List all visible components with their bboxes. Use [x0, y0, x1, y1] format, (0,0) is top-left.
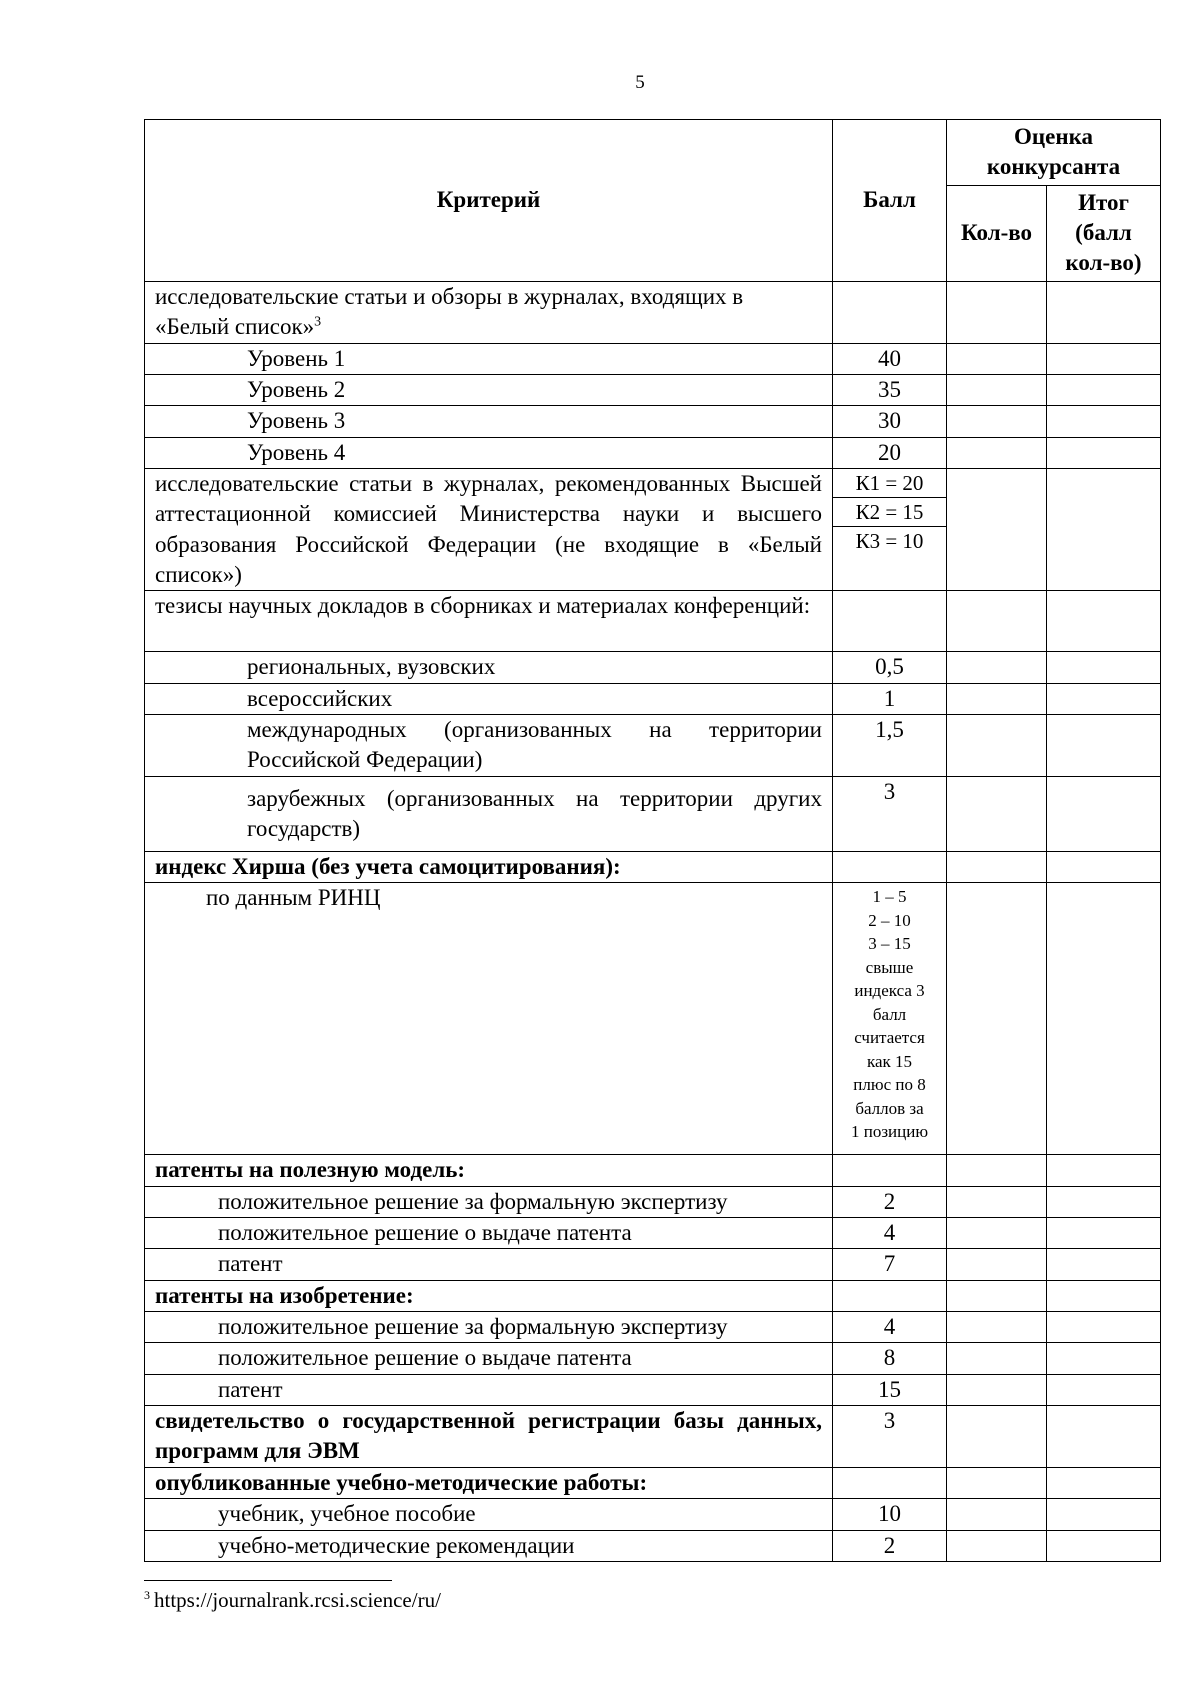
footnote-ref[interactable]: 3 — [314, 314, 322, 330]
score-line: индекса 3 — [854, 981, 925, 1001]
total-cell[interactable] — [1047, 281, 1161, 343]
row-label: учебно-методические рекомендации — [145, 1530, 833, 1561]
total-cell[interactable] — [1047, 1343, 1161, 1374]
total-cell[interactable] — [1047, 1530, 1161, 1561]
score-line: балл — [872, 1004, 907, 1024]
total-cell[interactable] — [1047, 652, 1161, 683]
count-cell[interactable] — [947, 468, 1047, 590]
score-k2: К2 = 15 — [833, 498, 946, 527]
footnote-link[interactable]: https://journalrank.rcsi.science/ru/ — [154, 1588, 441, 1612]
count-cell[interactable] — [947, 715, 1047, 777]
row-score: 4 — [833, 1217, 947, 1248]
row-label: положительное решение за формальную экспертизу — [145, 1186, 833, 1217]
table-row — [145, 437, 1161, 468]
count-cell[interactable] — [947, 1467, 1047, 1498]
total-cell[interactable] — [1047, 883, 1161, 1155]
score-k3: К3 = 10 — [855, 528, 924, 553]
header-assessment: Оценка конкурсанта — [947, 120, 1161, 186]
table-row — [145, 374, 1161, 405]
count-cell[interactable] — [947, 1217, 1047, 1248]
row-score: 2 — [833, 1530, 947, 1561]
table-row — [145, 776, 1161, 851]
total-cell[interactable] — [1047, 1406, 1161, 1468]
count-cell[interactable] — [947, 1530, 1047, 1561]
table-row — [145, 652, 1161, 683]
score-line: плюс по 8 — [853, 1075, 926, 1095]
count-cell[interactable] — [947, 1155, 1047, 1186]
total-cell[interactable] — [1047, 715, 1161, 777]
score-line: 2 – 10 — [868, 910, 911, 930]
count-cell[interactable] — [947, 406, 1047, 437]
score-line: баллов за — [855, 1098, 924, 1118]
row-score — [833, 468, 947, 590]
row-label: опубликованные учебно-методические работы: — [145, 1467, 833, 1498]
row-label: индекс Хирша (без учета самоцитирования): — [145, 851, 833, 882]
header-criterion: Критерий — [145, 120, 833, 282]
table-row — [145, 1249, 1161, 1280]
total-cell[interactable] — [1047, 343, 1161, 374]
table-row — [145, 281, 1161, 343]
score-k1: К1 = 20 — [833, 469, 946, 498]
count-cell[interactable] — [947, 343, 1047, 374]
table-row — [145, 1155, 1161, 1186]
row-score: 40 — [833, 343, 947, 374]
row-score: 20 — [833, 437, 947, 468]
row-score: 4 — [833, 1311, 947, 1342]
score-line: 1 – 5 — [872, 887, 907, 907]
row-label: Уровень 4 — [145, 437, 833, 468]
row-label: тезисы научных докладов в сборниках и материалах конференций: — [145, 591, 833, 652]
count-cell[interactable] — [947, 683, 1047, 714]
row-label: международных (организованных на территории Российской Федерации) — [145, 715, 833, 777]
count-cell[interactable] — [947, 776, 1047, 851]
table-row — [145, 1530, 1161, 1561]
row-label: Уровень 2 — [145, 374, 833, 405]
table-row — [145, 343, 1161, 374]
row-label: Уровень 3 — [145, 406, 833, 437]
score-line: считается — [854, 1028, 925, 1048]
row-score: 2 — [833, 1186, 947, 1217]
table-row — [145, 468, 1161, 590]
table-row — [145, 1406, 1161, 1468]
row-score: 3 — [833, 776, 947, 851]
count-cell[interactable] — [947, 652, 1047, 683]
page-number: 5 — [635, 72, 645, 93]
total-cell[interactable] — [1047, 406, 1161, 437]
row-score: 3 — [833, 1406, 947, 1468]
table-row — [145, 683, 1161, 714]
footnote-mark: 3 — [144, 1588, 150, 1602]
count-cell[interactable] — [947, 1406, 1047, 1468]
row-score: 0,5 — [833, 652, 947, 683]
criteria-table — [144, 119, 1161, 1562]
row-label: патенты на полезную модель: — [145, 1155, 833, 1186]
count-cell[interactable] — [947, 1499, 1047, 1530]
score-line: как 15 — [866, 1051, 913, 1071]
row-label: учебник, учебное пособие — [145, 1499, 833, 1530]
total-cell[interactable] — [1047, 1467, 1161, 1498]
total-cell[interactable] — [1047, 1155, 1161, 1186]
row-label: положительное решение за формальную экспертизу — [145, 1311, 833, 1342]
total-cell[interactable] — [1047, 1217, 1161, 1248]
count-cell[interactable] — [947, 851, 1047, 882]
table-row — [145, 406, 1161, 437]
count-cell[interactable] — [947, 1280, 1047, 1311]
row-label: региональных, вузовских — [145, 652, 833, 683]
table-row — [145, 1186, 1161, 1217]
total-cell[interactable] — [1047, 1499, 1161, 1530]
total-cell[interactable] — [1047, 1186, 1161, 1217]
count-cell[interactable] — [947, 1374, 1047, 1405]
footnote — [144, 1588, 441, 1613]
footnote-divider — [144, 1580, 392, 1581]
row-label: Уровень 1 — [145, 343, 833, 374]
row-score: 7 — [833, 1249, 947, 1280]
row-label: всероссийских — [145, 683, 833, 714]
count-cell[interactable] — [947, 1311, 1047, 1342]
row-label: положительное решение о выдаче патента — [145, 1343, 833, 1374]
score-line: 3 – 15 — [868, 934, 911, 954]
row-score: 10 — [833, 1499, 947, 1530]
count-cell[interactable] — [947, 1249, 1047, 1280]
header-score: Балл — [833, 120, 947, 282]
count-cell[interactable] — [947, 374, 1047, 405]
row-score: 1,5 — [833, 715, 947, 777]
total-cell[interactable] — [1047, 1311, 1161, 1342]
table-row — [145, 1467, 1161, 1498]
total-cell[interactable] — [1047, 1249, 1161, 1280]
row-label: исследовательские статьи в журналах, рекомендованных Высшей аттестационной комиссией Министерства науки и высшего образования Российской Федерации (не входящие в «Белый список») — [145, 468, 833, 590]
row-label: по данным РИНЦ — [145, 883, 833, 1155]
total-cell[interactable] — [1047, 1280, 1161, 1311]
table-row — [145, 1217, 1161, 1248]
table-row — [145, 883, 1161, 1155]
total-cell[interactable] — [1047, 374, 1161, 405]
row-score — [833, 883, 947, 1155]
total-cell[interactable] — [1047, 468, 1161, 590]
row-score: 8 — [833, 1343, 947, 1374]
row-label: исследовательские статьи и обзоры в журналах, входящих в «Белый список»$^3$ — [145, 281, 833, 343]
total-cell[interactable] — [1047, 437, 1161, 468]
table-row — [145, 1374, 1161, 1405]
total-cell[interactable] — [1047, 683, 1161, 714]
count-cell[interactable] — [947, 437, 1047, 468]
count-cell[interactable] — [947, 591, 1047, 652]
row-label: положительное решение о выдаче патента — [145, 1217, 833, 1248]
row-label: свидетельство о государственной регистрации базы данных, программ для ЭВМ — [145, 1406, 833, 1468]
total-cell[interactable] — [1047, 591, 1161, 652]
table-row — [145, 1311, 1161, 1342]
count-cell[interactable] — [947, 1343, 1047, 1374]
table-row — [145, 591, 1161, 652]
table-row — [145, 1280, 1161, 1311]
score-line: свыше — [865, 957, 914, 977]
score-line: 1 позицию — [850, 1122, 929, 1142]
table-row — [145, 1499, 1161, 1530]
count-cell[interactable] — [947, 1186, 1047, 1217]
table-row — [145, 715, 1161, 777]
header-count: Кол-во — [947, 185, 1047, 281]
row-score: 1 — [833, 683, 947, 714]
row-label: патент — [145, 1249, 833, 1280]
row-label: патент — [145, 1374, 833, 1405]
row-score: 35 — [833, 374, 947, 405]
count-cell[interactable] — [947, 281, 1047, 343]
table-row — [145, 851, 1161, 882]
header-total: Итог (балл кол-во) — [1047, 185, 1161, 281]
row-score: 15 — [833, 1374, 947, 1405]
count-cell[interactable] — [947, 883, 1047, 1155]
row-label: зарубежных (организованных на территории других государств) — [145, 776, 833, 851]
total-cell[interactable] — [1047, 776, 1161, 851]
table-row — [145, 1343, 1161, 1374]
total-cell[interactable] — [1047, 851, 1161, 882]
row-label: патенты на изобретение: — [145, 1280, 833, 1311]
row-score: 30 — [833, 406, 947, 437]
total-cell[interactable] — [1047, 1374, 1161, 1405]
